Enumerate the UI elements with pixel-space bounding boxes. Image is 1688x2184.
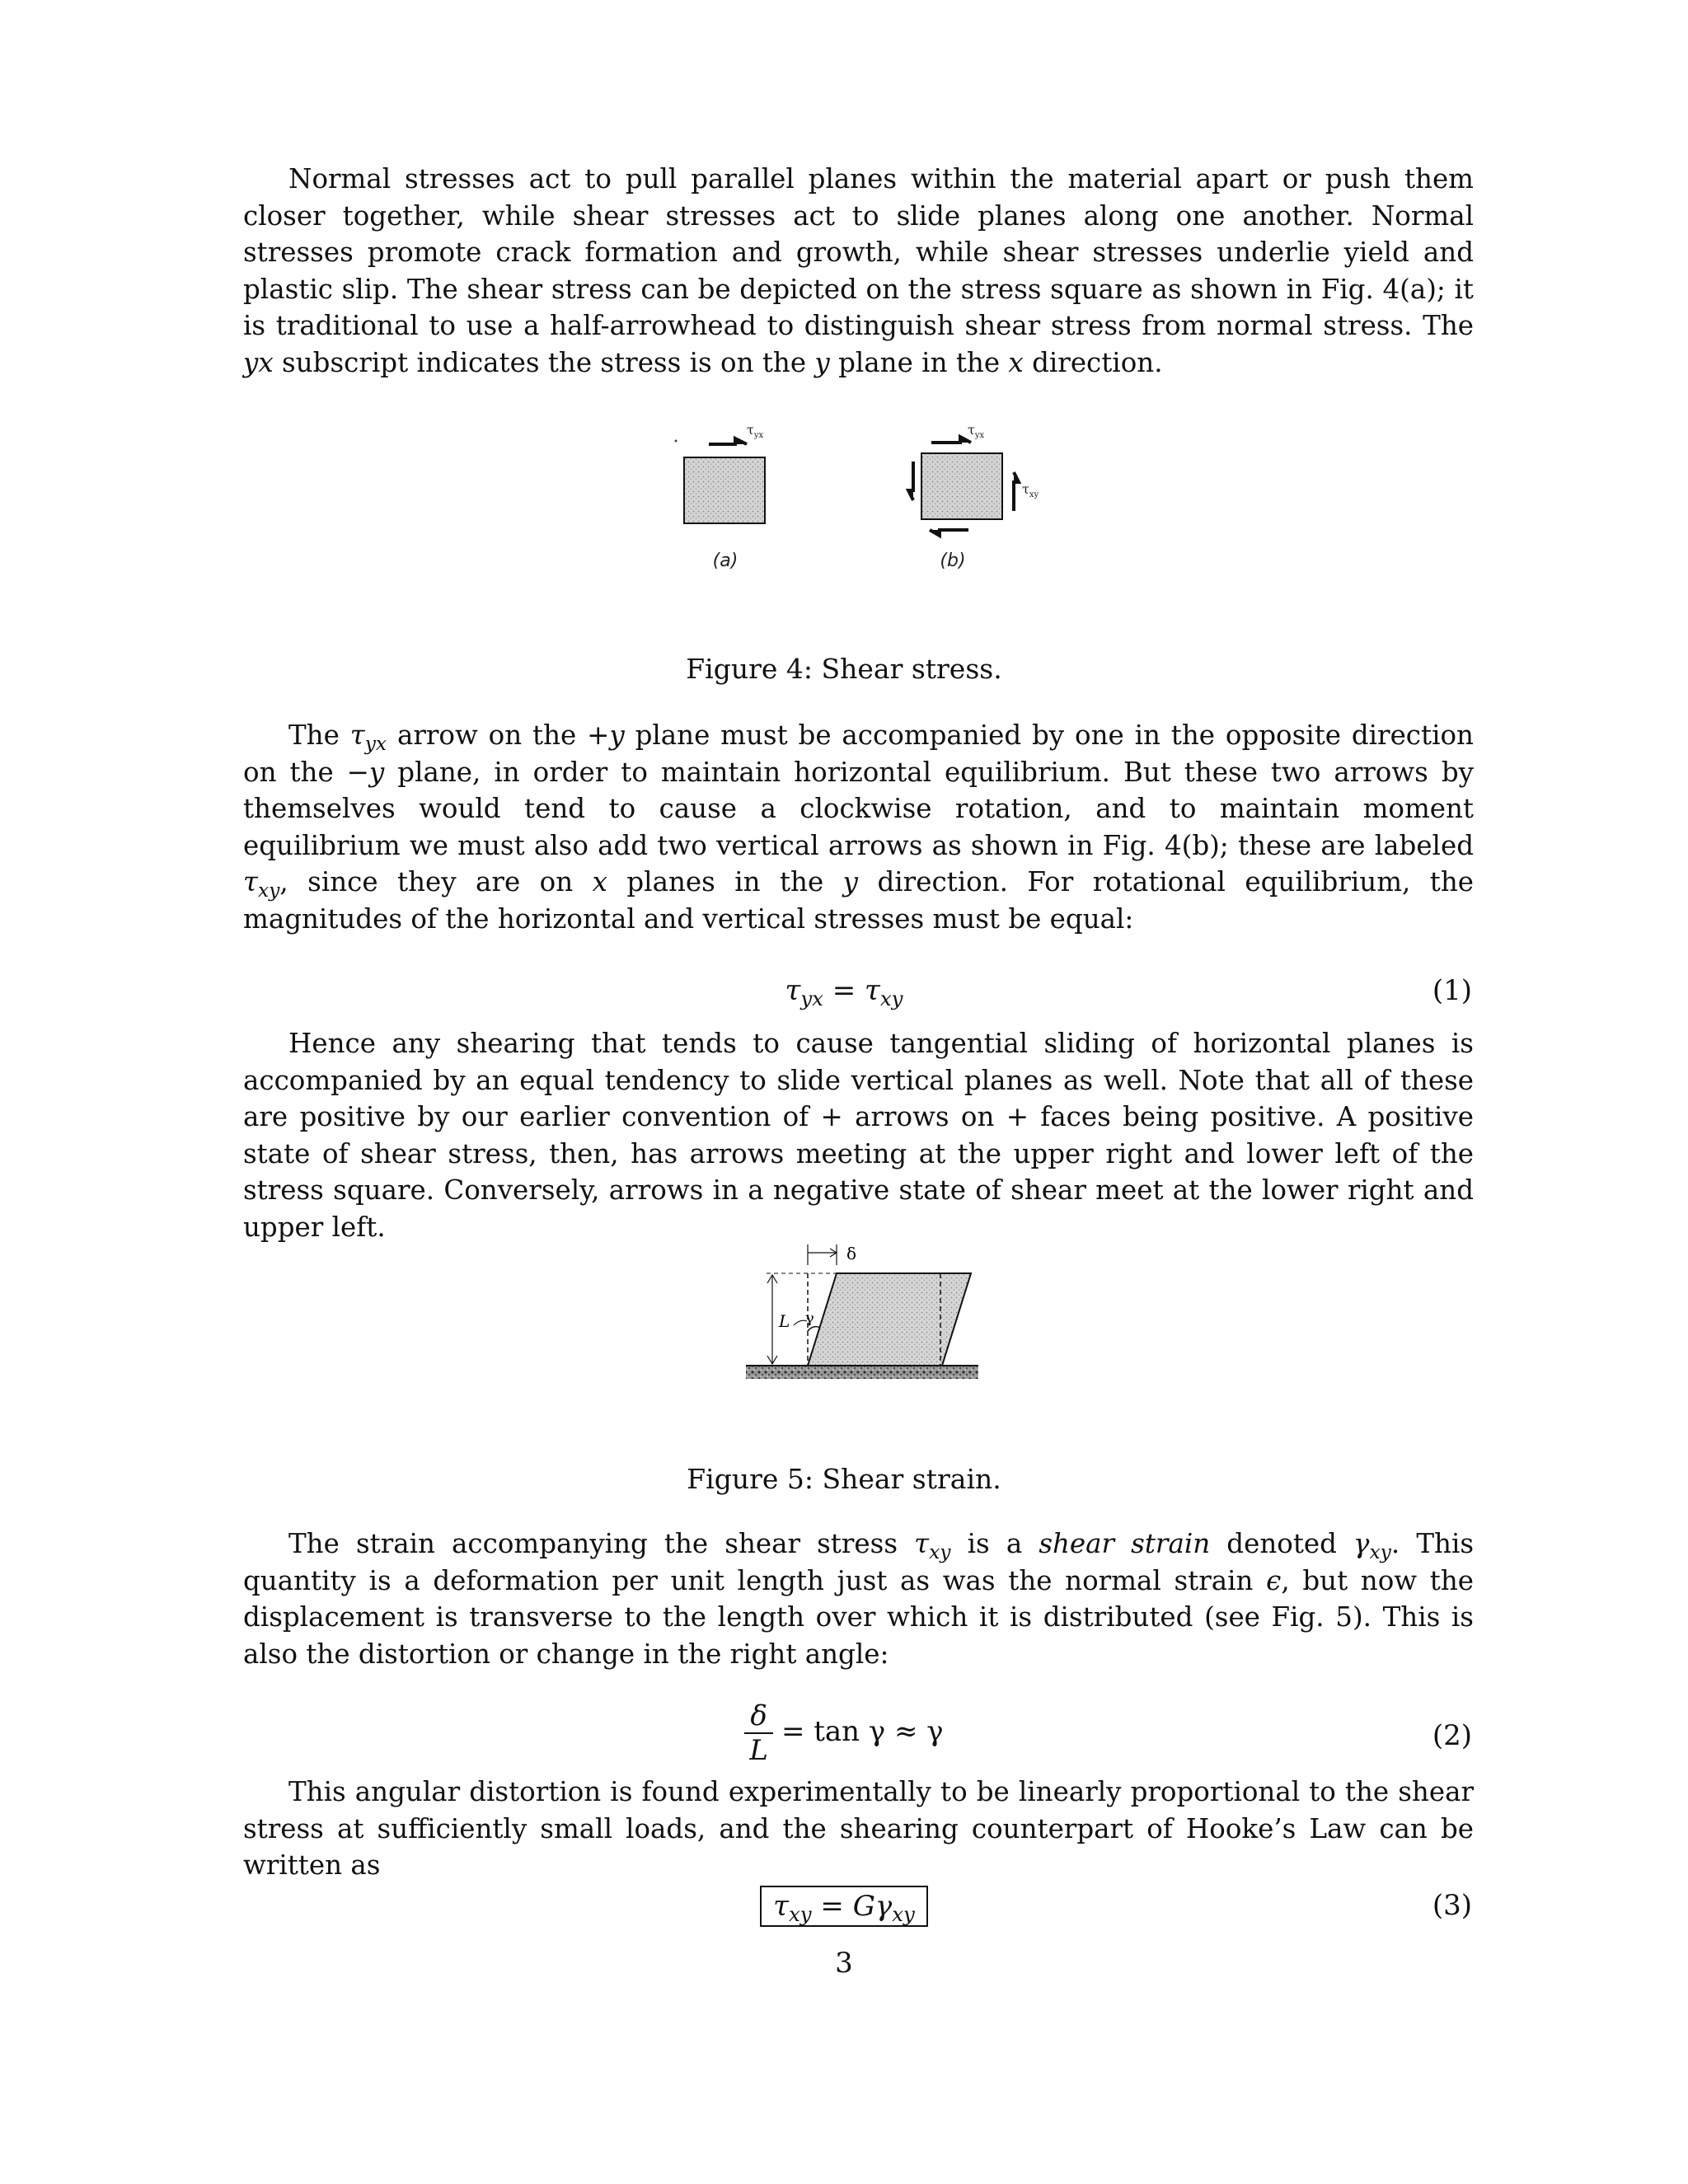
figure-5-caption: Figure 5: Shear strain.	[687, 1463, 1001, 1495]
paragraph-2: The $\tau_{yx}$ arrow on the +y plane must be accompanied by one in the opposite direction on the −y plane, in order to maintain horizontal equilibrium. But these two arrows by themselves would tend to cause a clockwise rotation, and to maintain moment equilibrium we must also add two vertical arrows as shown in Fig. 4(b); these are labeled $\tau_{xy}$, since they are on x planes in the y direction. For rotational equilibrium, the magnitudes of the horizontal and vertical stresses must be equal:	[243, 719, 1475, 935]
shear-arrow-bottom-b	[930, 530, 968, 536]
figure-4a-stress-square	[668, 416, 783, 581]
figure-4a-label: (a)	[712, 551, 738, 571]
shear-arrow-top-b	[931, 437, 971, 443]
stress-square-a	[684, 457, 765, 523]
paragraph-4: The strain accompanying the shear stress $\tau_{xy}$ is a shear strain denoted $\gamma_{xy}$. This quantity is a deformation per unit length just as was the normal strain ϵ, but now the displacement is transverse to the length over which it is distributed (see Fig. 5). This is also the distortion or change in the right angle:	[243, 1528, 1475, 1670]
page-number: 3	[835, 1947, 853, 1980]
stress-square-b	[921, 453, 1002, 519]
tau-xy-label-b: $\tau_{xy}$	[1022, 481, 1039, 499]
math-yx: yx	[243, 346, 274, 378]
math-tau-xy: τ	[243, 866, 258, 898]
math-tau: τ	[349, 719, 365, 751]
shear-half-arrow-top-a	[709, 438, 747, 444]
L-label: L	[779, 1311, 790, 1331]
stray-dot	[675, 440, 678, 443]
term-shear-strain: shear strain	[1039, 1528, 1211, 1559]
ground-base	[746, 1366, 978, 1379]
p1-end-b: direction.	[1023, 346, 1163, 378]
paragraph-3	[243, 1025, 1474, 1245]
shear-arrow-right-b	[1014, 472, 1019, 511]
sheared-block	[808, 1273, 971, 1366]
tau-yx-label-a: $\tau_{yx}$	[747, 422, 764, 440]
boxed-hookes-law: $\tau_{xy} = G\gamma_{xy}$	[760, 1886, 928, 1927]
p1-end-a: plane in the	[829, 346, 1009, 378]
paragraph-1	[243, 161, 1474, 381]
math-y: y	[814, 346, 830, 378]
equation-2-number: (2)	[1432, 1719, 1472, 1752]
figure-4b-label: (b)	[940, 551, 966, 571]
p1-text: Normal stresses act to pull parallel planes within the material apart or push them closer together, while shear stresses act to slide planes along one another. Normal stresses promote crack formation and growth, while shear stresses underlie yield and plastic slip. The shear stress can be depicted on the stress square as shown in Fig. 4(a); it is traditional to use a half-arrowhead to distinguish shear stress from normal stress. The	[243, 163, 1474, 341]
equation-1-number: (1)	[1432, 974, 1472, 1007]
math-x: x	[1008, 346, 1024, 378]
figure-5-shear-strain	[738, 1232, 985, 1397]
shear-arrow-left-b	[908, 462, 913, 500]
paragraph-5	[243, 1774, 1474, 1884]
equation-2: $\frac{\delta}{L}$ = tan γ ≈ γ	[0, 1699, 1688, 1767]
figure-4-caption: Figure 4: Shear stress.	[686, 653, 1002, 685]
delta-label: δ	[846, 1244, 857, 1263]
p5-text: This angular distortion is found experimentally to be linearly proportional to the shear stress at sufficiently small loads, and the shearing counterpart of Hooke’s Law can be written as	[243, 1776, 1474, 1881]
tau-yx-label-b: $\tau_{yx}$	[968, 422, 985, 440]
figure-4b-stress-square	[882, 416, 1047, 581]
p3-text: Hence any shearing that tends to cause tangential sliding of horizontal planes is accompanied by an equal tendency to slide vertical planes as well. Note that all of these are positive by our earlier convention of + arrows on + faces being positive. A positive state of shear stress, then, has arrows meeting at the upper right and lower left of the stress square. Conversely, arrows in a negative state of shear meet at the lower right and upper left.	[243, 1028, 1474, 1243]
fraction-delta-over-L: $\frac{\delta}{L}$	[744, 1699, 773, 1767]
gamma-label: γ	[805, 1310, 814, 1327]
p1-mid-text: subscript indicates the stress is on the	[273, 346, 815, 378]
equation-3-number: (3)	[1432, 1889, 1472, 1922]
equation-1: $\tau_{yx} = \tau_{xy}$	[785, 974, 903, 1011]
